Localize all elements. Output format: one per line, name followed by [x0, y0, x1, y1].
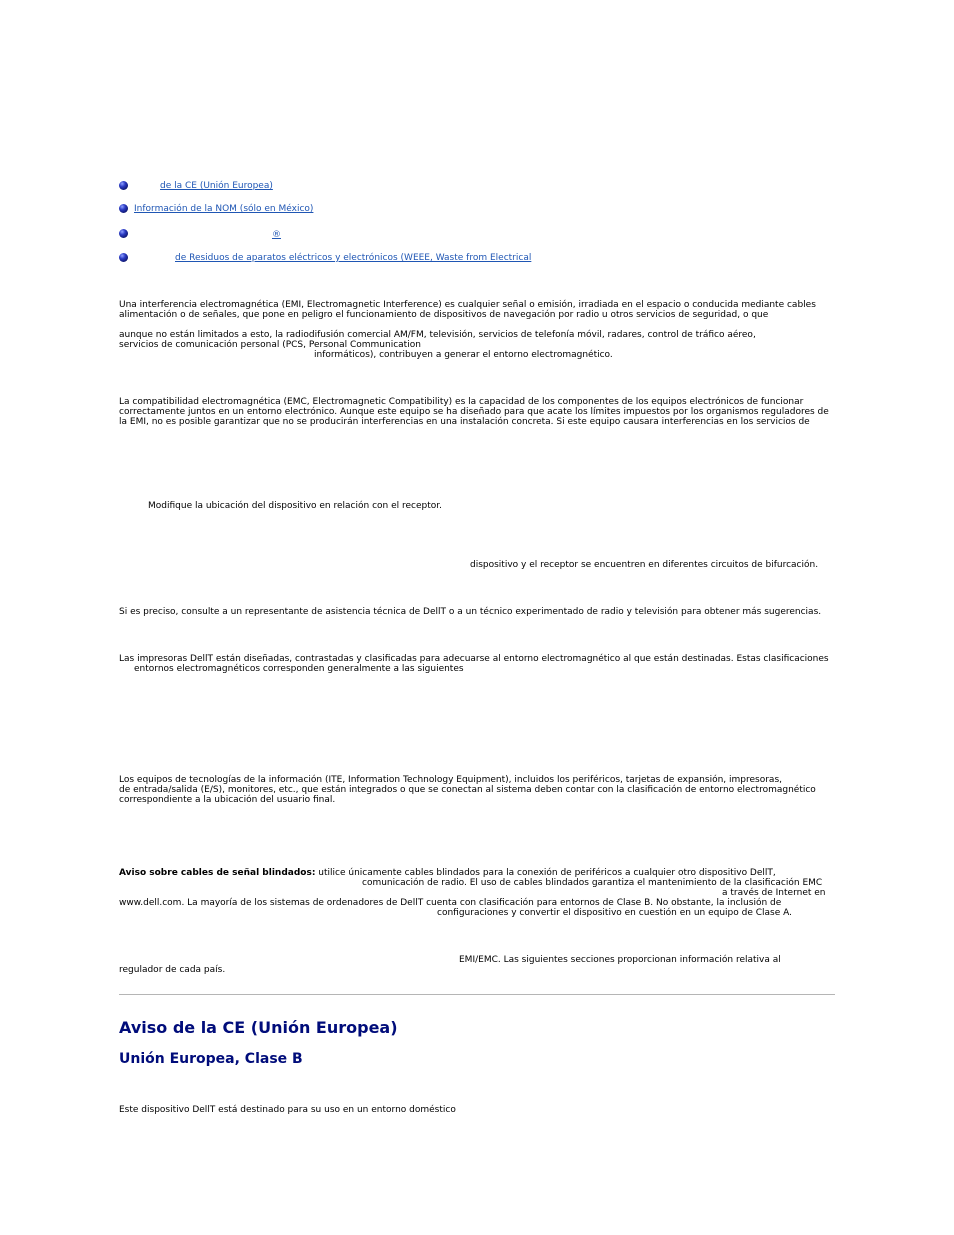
cable-notice-line-1: [119, 868, 776, 878]
cable-notice-line-3: a través de Internet en: [722, 888, 826, 898]
section-divider: [119, 994, 835, 995]
bullet-icon: [119, 253, 128, 262]
cable-notice-line-5: configuraciones y convertir el dispositivo en cuestión en un equipo de Clase A.: [437, 908, 792, 918]
emc-line-2: correctamente juntos en un entorno electrónico. Aunque este equipo se ha diseñado para que acate los límites impuestos por los organismos reguladores de: [119, 407, 829, 417]
device-home-text: Este dispositivo DellT está destinado para su uso en un entorno doméstico: [119, 1105, 456, 1115]
consult-text: Si es preciso, consulte a un representante de asistencia técnica de DellT o a un técnico experimentado de radio y televisión para obtener más sugerencias.: [119, 607, 822, 617]
emi-line-5: informáticos), contribuyen a generar el entorno electromagnético.: [314, 350, 613, 360]
nav-link-ce-notice-text[interactable]: de la CE (Unión Europea): [160, 181, 273, 191]
cable-notice-line-2: comunicación de radio. El uso de cables blindados garantiza el mantenimiento de la clasificación EMC: [362, 878, 823, 888]
nav-link-registered-mark[interactable]: ®: [272, 230, 281, 240]
printers-line-1: Las impresoras DellT están diseñadas, contrastadas y clasificadas para adecuarse al entorno electromagnético al que están destinadas. Estas clasificaciones: [119, 654, 829, 664]
branch-circuit-text: dispositivo y el receptor se encuentren en diferentes circuitos de bifurcación.: [470, 560, 819, 570]
emc-line-3: la EMI, no es posible garantizar que no se producirán interferencias en una instalación concreta. Si este equipo causara interferencias en los servicios de: [119, 417, 810, 427]
nav-link-weee[interactable]: [134, 253, 651, 263]
cable-notice-text: utilice únicamente cables blindados para la conexión de periféricos a cualquier otro dispositivo DellT,: [315, 868, 776, 878]
emi-line-2: alimentación o de señales, que pone en peligro el funcionamiento de dispositivos de navegación por radio u otros servicios de seguridad, o que: [119, 310, 769, 320]
emi-line-1: Una interferencia electromagnética (EMI, Electromagnetic Interference) es cualquier señal o emisión, irradiada en el espacio o conducida mediante cables: [119, 300, 816, 310]
regulatory-line-1: EMI/EMC. Las siguientes secciones proporcionan información relativa al: [459, 955, 781, 965]
nav-link-ce-notice[interactable]: [134, 181, 273, 191]
regulatory-line-2: regulador de cada país.: [119, 965, 226, 975]
emi-line-4: servicios de comunicación personal (PCS, Personal Communication: [119, 340, 421, 350]
modify-location-text: Modifique la ubicación del dispositivo en relación con el receptor.: [148, 501, 442, 511]
nav-link-weee-text[interactable]: de Residuos de aparatos eléctricos y electrónicos (WEEE, Waste from Electrical: [175, 253, 532, 263]
eu-class-b-heading: Unión Europea, Clase B: [119, 1051, 303, 1067]
cable-notice-label: Aviso sobre cables de señal blindados:: [119, 868, 316, 878]
nav-link-nom-text[interactable]: Información de la NOM (sólo en México): [134, 204, 314, 214]
bullet-icon: [119, 229, 128, 238]
printers-line-2: entornos electromagnéticos corresponden generalmente a las siguientes: [134, 664, 464, 674]
nav-link-registered-blank[interactable]: [134, 227, 272, 237]
bullet-icon: [119, 204, 128, 213]
emc-line-1: La compatibilidad electromagnética (EMC, Electromagnetic Compatibility) es la capacidad de los componentes de los equipos electrónicos de funcionar: [119, 397, 804, 407]
ite-line-3: correspondiente a la ubicación del usuario final.: [119, 795, 336, 805]
nav-link-nom[interactable]: [134, 204, 313, 214]
emi-line-3: aunque no están limitados a esto, la radiodifusión comercial AM/FM, televisión, servicios de telefonía móvil, radares, control de tráfico aéreo,: [119, 330, 756, 340]
cable-notice-line-4: www.dell.com. La mayoría de los sistemas de ordenadores de DellT cuenta con clasificación para entornos de Clase B. No obstante, la inclusión de: [119, 898, 782, 908]
bullet-icon: [119, 181, 128, 190]
nav-link-registered[interactable]: [134, 227, 281, 240]
ce-notice-heading: Aviso de la CE (Unión Europea): [119, 1018, 398, 1037]
ite-line-2: de entrada/salida (E/S), monitores, etc., que están integrados o que se conectan al sistema deben contar con la clasificación de entorno electromagnético: [119, 785, 816, 795]
ite-line-1: Los equipos de tecnologías de la información (ITE, Information Technology Equipment), incluidos los periféricos, tarjetas de expansión, impresoras,: [119, 775, 782, 785]
